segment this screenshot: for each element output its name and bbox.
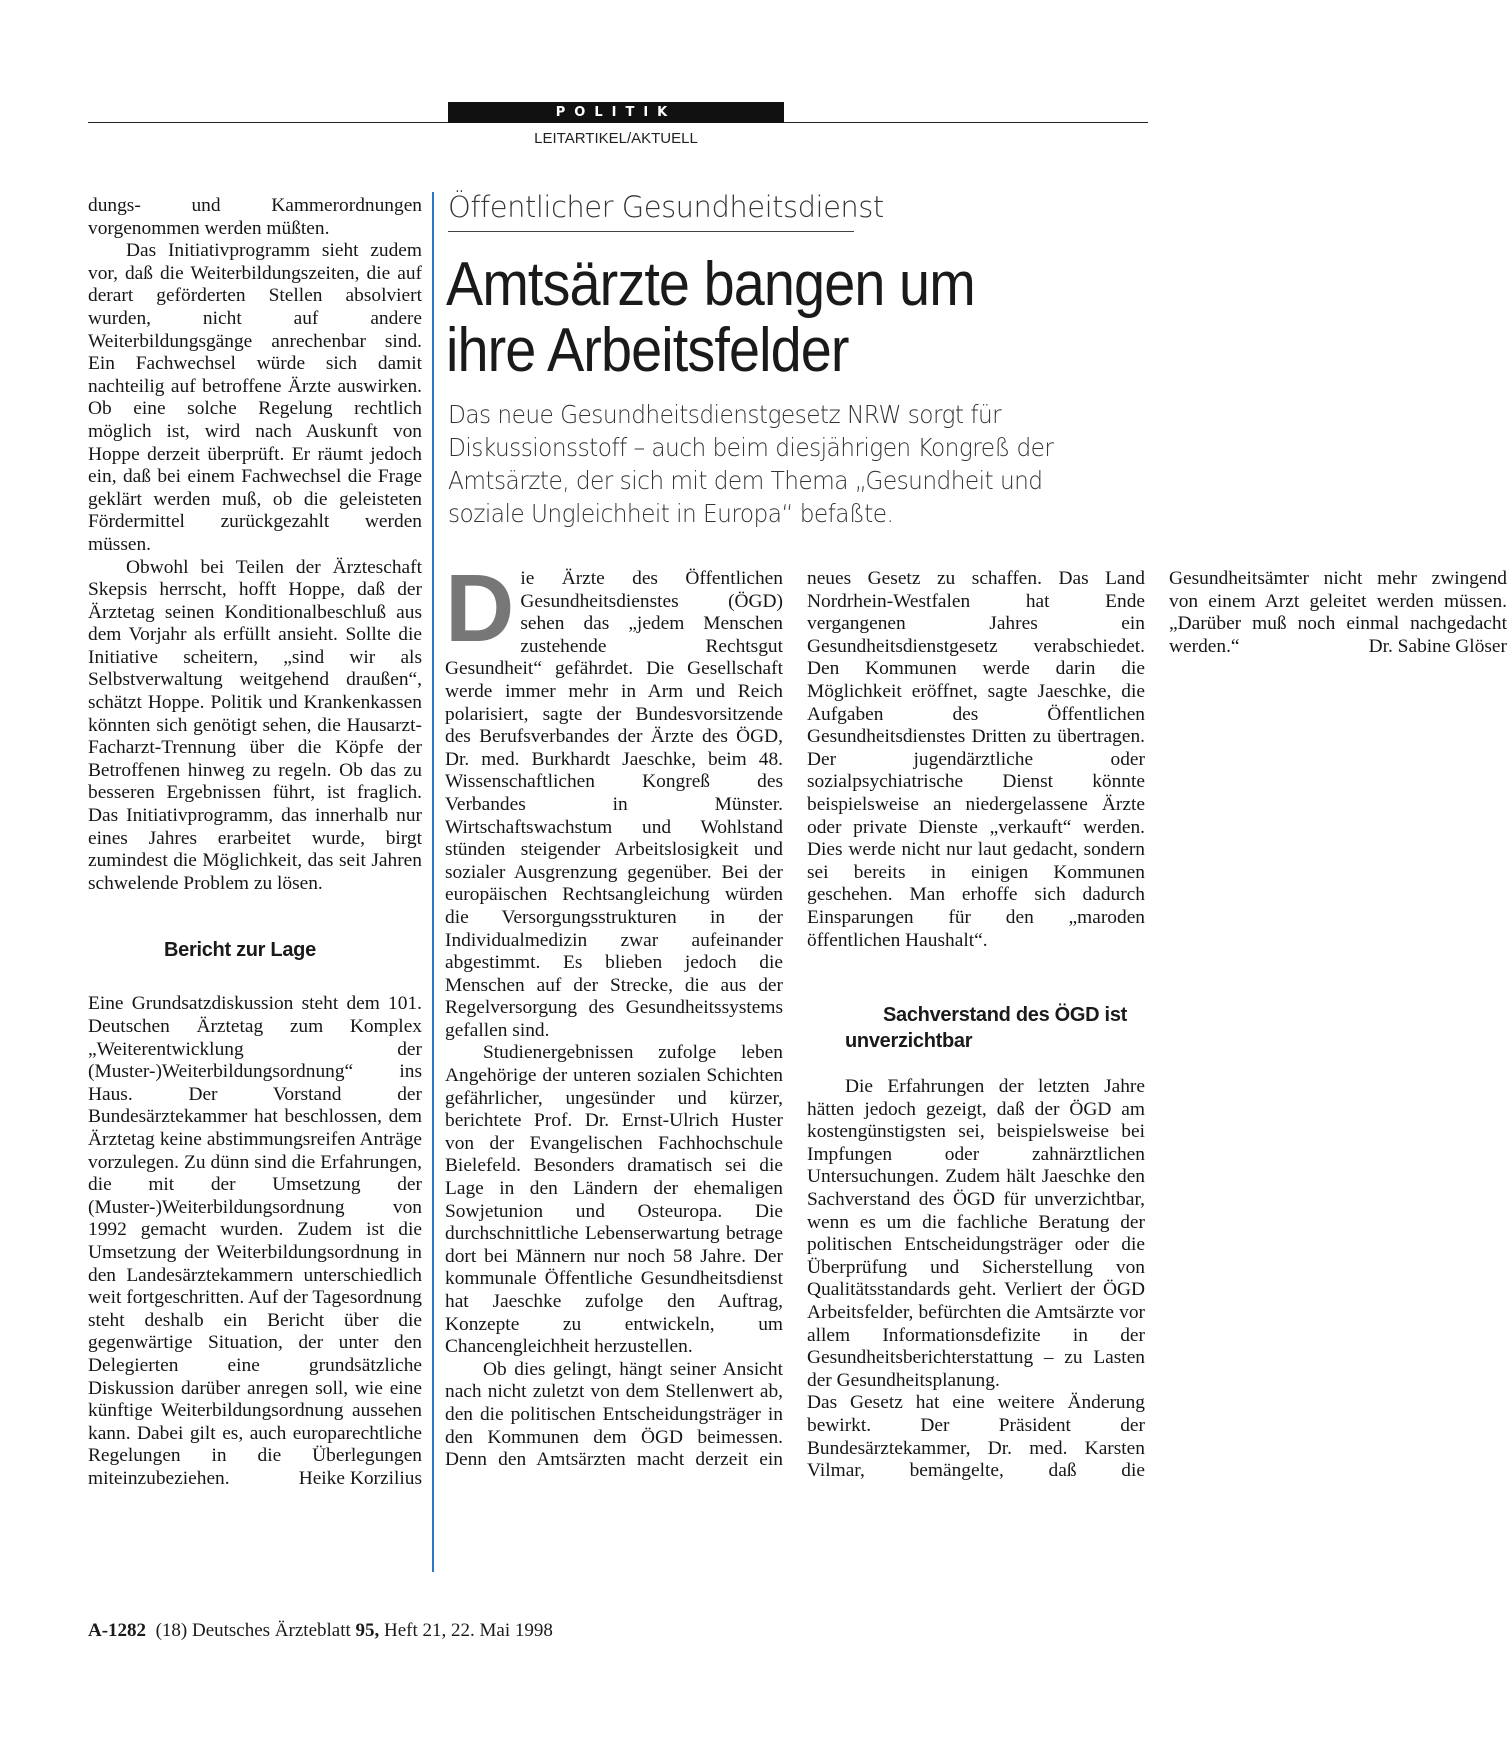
article-headline: Amtsärzte bangen um ihre Arbeitsfelder [446, 250, 975, 385]
paragraph: Studienergebnissen zufolge leben Angehörige der unteren sozialen Schichten gefährlicher, ungesünder und kürzer, berichtete Prof. Dr. Ernst-Ulrich Huster von der Evangelischen Fachhochschule Bielefeld. Besonders dramatisch sei die Lage in den Ländern der ehemaligen Sowjetunion und Osteuropa. Die durchschnittliche Lebenserwartung betrage dort bei Männern nur noch 58 Jahre. Der kommunale Öffentliche Gesundheitsdienst hat Jaeschke zufolge den Auftrag, Konzepte zu entwickeln, um Chancengleichheit herzustellen. [445, 1042, 783, 1358]
subsection-label: LEITARTIKEL/AKTUELL [534, 130, 698, 147]
page-code: A-1282 [88, 1620, 147, 1641]
page-number: (18) [155, 1620, 188, 1641]
section-subheading: Sachverstand des ÖGD ist unverzichtbar [845, 1004, 1128, 1053]
section-subheading: Bericht zur Lage [164, 939, 316, 962]
author-byline: Heike Korzilius [298, 1467, 422, 1489]
article-deck: Das neue Gesundheitsdienstgesetz NRW sorgt für Diskussionsstoff – auch beim diesjährigen Kongreß der Amtsärzte, der sich mit dem Thema „Gesundheit und soziale Ungleichheit in Europa“ befaßte. [448, 400, 1054, 528]
journal-name: Deutsches Ärzteblatt [191, 1620, 351, 1641]
previous-article-column [88, 195, 422, 1490]
author-byline: Dr. Sabine Glöser [1368, 635, 1507, 657]
paragraph: Die Erfahrungen der letzten Jahre hätten jedoch gezeigt, daß der ÖGD am kostengünstigsten sei, beispielsweise bei Impfungen oder zahnärztlichen Untersuchungen. Zudem hält Jaeschke den Sachverstand des ÖGD für unverzichtbar, wenn es um die fachliche Beratung der politischen Entscheidungsträger oder die Überprüfung und Sicherstellung von Qualitätsstandards geht. Verliert der ÖGD Arbeitsfelder, befürchten die Amtsärzte vor allem Informationsdefizite in der Gesundheitsberichterstattung – zu Lasten der Gesundheitsplanung. [807, 1076, 1145, 1391]
issue-date: Heft 21, 22. Mai 1998 [384, 1620, 553, 1641]
column-divider [432, 192, 434, 1572]
paragraph: Eine Grundsatzdiskussion steht dem 101. Deutschen Ärztetag zum Komplex „Weiterentwicklung der (Muster-)Weiterbildungsordnung“ ins Haus. Der Vorstand der Bundesärztekammer hat beschlossen, dem Ärztetag keine abstimmungsreifen Anträge vorzulegen. Zu dünn sind die Erfahrungen, die mit der Umsetzung der (Muster-)Weiterbildungsordnung von 1992 gemacht wurden. Zudem ist die Umsetzung der Weiterbildungsordnung in den Landesärztekammern unterschiedlich weit fortgeschritten. Auf der Tagesordnung steht deshalb ein Bericht über die gegenwärtige Situation, der unter den Delegierten eine grundsätzliche Diskussion darüber anregen soll, wie eine künftige Weiterbildungsordnung aussehen kann. Dabei gilt es, auch europarechtliche Regelungen in die Überlegungen miteinzubeziehen. [88, 993, 422, 1489]
paragraph: Ob dies gelingt, hängt seiner Ansicht nach nicht zuletzt von dem Stellenwert ab, den die politischen Entscheidungsträger in den Kommunen dem ÖGD beimessen. Denn den Amtsärzten macht derzeit ein neues Gesetz zu schaffen. Das Land Nordrhein-Westfalen hat Ende vergangenen Jahres ein Gesundheitsdienstgesetz verabschiedet. Den Kommunen werde darin die Möglichkeit eröffnet, sagte Jaeschke, die Aufgaben des Öffentlichen Gesundheitsdienstes Dritten zu übertragen. Der jugendärztliche oder sozialpsychiatrische Dienst könnte beispielsweise an niedergelassene Ärzte oder private Dienste „verkauft“ werden. Dies werde nicht nur laut gedacht, sondern sei bereits in einigen Kommunen geschehen. Man erhoffe sich dadurch Einsparungen für den „maroden öffentlichen Haushalt“. [445, 568, 1145, 1471]
kicker-underline [448, 231, 854, 232]
section-label: POLITIK [448, 102, 784, 123]
paragraph: Das Gesetz hat eine weitere Änderung bewirkt. Der Präsident der Bundesärztekammer, Dr. med. Karsten Vilmar, bemängelte, daß die Gesundheitsämter nicht mehr zwingend von einem Arzt geleitet werden müssen. „Darüber muß noch einmal nachgedacht werden.“ [807, 568, 1507, 1482]
article-kicker: Öffentlicher Gesundheitsdienst [448, 190, 884, 224]
volume-number: 95, [355, 1620, 380, 1641]
drop-cap: D [445, 555, 515, 662]
paragraph: Die Ärzte des Öffentlichen Gesundheitsdienstes (ÖGD) sehen das „jedem Menschen zustehende Rechtsgut Gesundheit“ gefährdet. Die Gesellschaft werde immer mehr in Arm und Reich polarisiert, sagte der Bundesvorsitzende des Berufsverbandes der Ärzte des ÖGD, Dr. med. Burkhardt Jaeschke, beim 48. Wissenschaftlichen Kongreß des Verbandes in Münster. Wirtschaftswachstum und Wohlstand stünden steigender Arbeitslosigkeit und sozialer Ausgrenzung gegenüber. Bei der europäischen Rechtsangleichung würden die Versorgungsstrukturen in der Individualmedizin zwar aufeinander abgestimmt. Es blieben jedoch die Menschen auf der Strecke, die aus der Regelversorgung des Gesundheitssystems gefallen sind. [445, 555, 783, 1041]
article-body [445, 555, 1507, 1488]
paragraph: Das Initiativprogramm sieht zudem vor, daß die Weiterbildungszeiten, die auf derart geförderten Stellen absolviert wurden, nicht auf andere Weiterbildungsgänge anrechenbar sind. Ein Fachwechsel würde sich damit nachteilig auf betroffene Ärzte auswirken. Ob eine solche Regelung rechtlich möglich ist, wird nach Auskunft von Hoppe derzeit überprüft. Er räumt jedoch ein, daß bei einem Fachwechsel die Frage geklärt werden muß, ob die geleisteten Fördermittel zurückgezahlt werden müssen. [88, 240, 422, 555]
paragraph: Obwohl bei Teilen der Ärzteschaft Skepsis herrscht, hofft Hoppe, daß der Ärztetag seinen Konditionalbeschluß aus dem Vorjahr als erfüllt ansieht. Sollte die Initiative scheitern, „sind wir als Selbstverwaltung weitgehend draußen“, schätzt Hoppe. Politik und Krankenkassen könnten sich genötigt sehen, die Hausarzt-Facharzt-Trennung über die Köpfe der Betroffenen hinweg zu regeln. Ob das zu besseren Ergebnissen führt, ist fraglich. Das Initiativprogramm, das innerhalb nur eines Jahres erarbeitet wurde, birgt zumindest die Möglichkeit, das seit Jahren schwelende Problem zu lösen. [88, 556, 422, 894]
page-footer [88, 1620, 553, 1642]
paragraph: dungs- und Kammerordnungen vorgenommen werden müßten. [88, 195, 422, 239]
